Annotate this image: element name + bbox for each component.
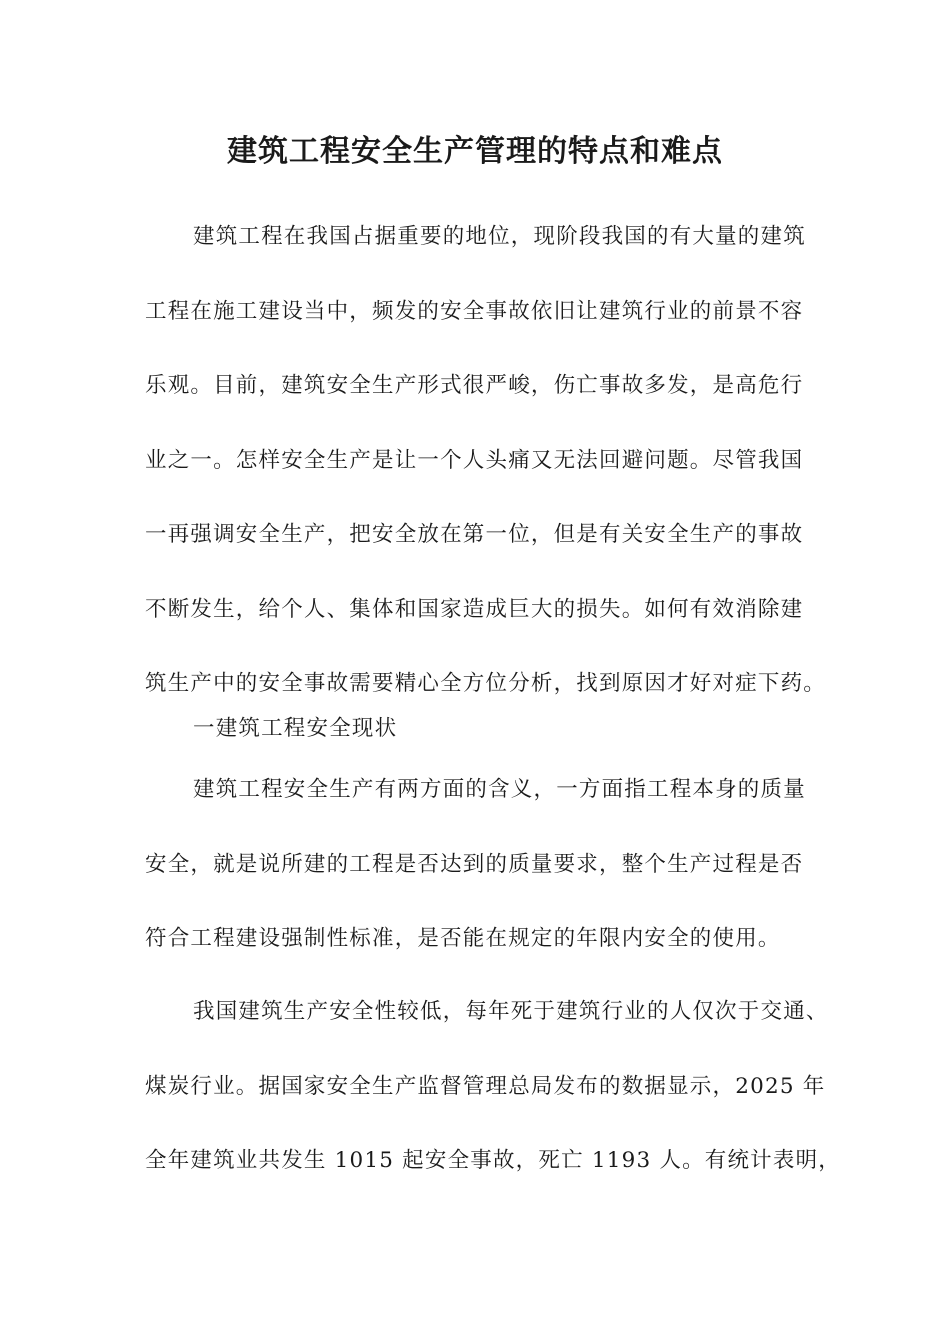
paragraph-line: 工程在施工建设当中，频发的安全事故依旧让建筑行业的前景不容 (145, 298, 804, 324)
paragraph-line: 全年建筑业共发生 1015 起安全事故，死亡 1193 人。有统计表明， (145, 1148, 841, 1173)
paragraph-line: 一再强调安全生产，把安全放在第一位，但是有关安全生产的事故 (145, 522, 804, 547)
paragraph-line: 不断发生，给个人、集体和国家造成巨大的损失。如何有效消除建 (145, 596, 804, 622)
document-title: 建筑工程安全生产管理的特点和难点 (227, 134, 723, 169)
paragraph-statistics (145, 975, 841, 1199)
paragraph-line: 安全，就是说所建的工程是否达到的质量要求，整个生产过程是否 (145, 851, 804, 877)
paragraph-line: 建筑工程安全生产有两方面的含义，一方面指工程本身的质量 (193, 777, 806, 802)
section-heading-text: 一建筑工程安全现状 (193, 716, 398, 741)
paragraph-intro (145, 200, 825, 722)
paragraph-line: 筑生产中的安全事故需要精心全方位分析，找到原因才好对症下药。 (145, 671, 827, 696)
paragraph-line: 煤炭行业。据国家安全生产监督管理总局发布的数据显示，2025 年 (145, 1073, 826, 1099)
paragraph-line: 建筑工程在我国占据重要的地位，现阶段我国的有大量的建筑 (193, 224, 806, 249)
paragraph-line: 业之一。怎样安全生产是让一个人头痛又无法回避问题。尽管我国 (145, 447, 804, 473)
paragraph-safety-meaning (145, 753, 825, 977)
paragraph-line: 我国建筑生产安全性较低，每年死于建筑行业的人仅次于交通、 (193, 999, 829, 1024)
paragraph-line: 乐观。目前，建筑安全生产形式很严峻，伤亡事故多发，是高危行 (145, 373, 804, 398)
section-heading (145, 712, 825, 746)
paragraph-line: 符合工程建设强制性标准，是否能在规定的年限内安全的使用。 (145, 926, 781, 951)
